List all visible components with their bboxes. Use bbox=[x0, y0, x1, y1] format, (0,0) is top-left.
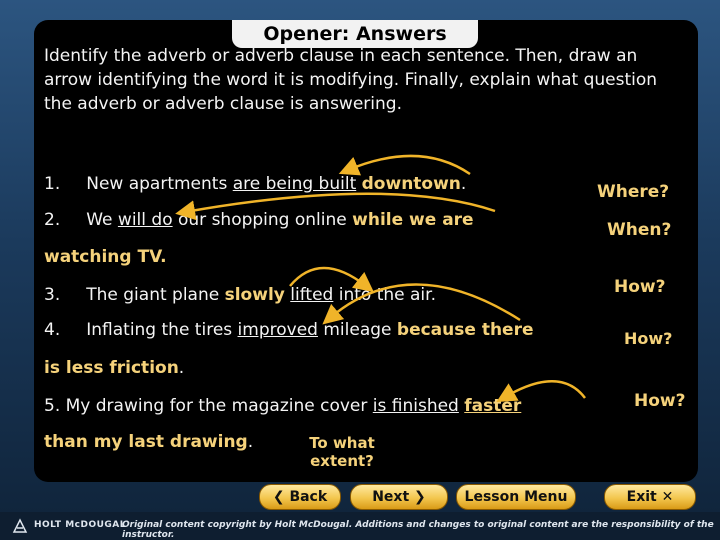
sentence-number: 4. bbox=[44, 320, 61, 340]
sentence-2-cont bbox=[44, 247, 167, 267]
question-answer-2: When? bbox=[607, 220, 672, 240]
sentence-2 bbox=[44, 210, 474, 230]
lesson-menu-label: Lesson Menu bbox=[464, 489, 568, 505]
sentence-text: our shopping online bbox=[172, 210, 353, 230]
sentence-text: into the air. bbox=[333, 285, 436, 305]
sentence-text: mileage bbox=[317, 320, 397, 340]
sentence-3 bbox=[44, 285, 436, 305]
modified-word: is finished bbox=[372, 396, 459, 416]
adverb: than my last drawing bbox=[44, 432, 248, 452]
sentence-4-cont bbox=[44, 358, 184, 378]
modified-word: improved bbox=[237, 320, 318, 340]
sentence-number: 2. bbox=[44, 210, 61, 230]
question-answer-5: How? bbox=[634, 391, 686, 411]
sentence-text: The giant plane bbox=[86, 285, 225, 305]
sentence-text: . bbox=[178, 358, 185, 378]
copyright-text: Original content copyright by Holt McDougal. Additions and changes to original content are the responsibility of the instructor. bbox=[122, 520, 714, 540]
sentence-text: My drawing for the magazine cover bbox=[60, 396, 373, 416]
exit-label: Exit bbox=[626, 489, 657, 505]
lesson-menu-button[interactable] bbox=[456, 484, 576, 510]
modified-word: will do bbox=[117, 210, 173, 230]
modified-word: are being built bbox=[232, 174, 357, 194]
next-button[interactable] bbox=[350, 484, 448, 510]
sentence-number: 1. bbox=[44, 174, 61, 194]
sentence-1 bbox=[44, 174, 466, 194]
adverb: watching TV bbox=[44, 247, 161, 267]
sentence-text: Inflating the tires bbox=[86, 320, 238, 340]
question-answer-5b: To what extent? bbox=[309, 434, 375, 470]
chevron-left-icon: ❮ bbox=[272, 489, 285, 505]
question-answer-1: Where? bbox=[597, 182, 670, 202]
sentence-text: . bbox=[247, 432, 254, 452]
back-button[interactable] bbox=[259, 484, 341, 510]
sentence-text: . bbox=[160, 247, 167, 267]
sentence-5 bbox=[44, 396, 521, 416]
page-title: Opener: Answers bbox=[263, 23, 447, 45]
adverb: while we are bbox=[352, 210, 474, 230]
adverb: is less friction bbox=[44, 358, 179, 378]
next-label: Next bbox=[372, 489, 410, 505]
instructions-text: Identify the adverb or adverb clause in each sentence. Then, draw an arrow identifying the word it is modifying. Finally, explain what question the adverb or adverb clause is answering. bbox=[44, 46, 658, 114]
sentence-text: We bbox=[86, 210, 118, 230]
sentence-5-cont bbox=[44, 432, 253, 452]
modified-word: lifted bbox=[290, 285, 334, 305]
sentence-4 bbox=[44, 320, 534, 340]
close-icon: ✕ bbox=[661, 489, 674, 505]
adverb: downtown bbox=[361, 174, 461, 194]
sentence-text: New apartments bbox=[86, 174, 233, 194]
adverb: because there bbox=[396, 320, 534, 340]
sentence-number: 5. bbox=[44, 396, 61, 416]
footer-bar bbox=[0, 512, 720, 540]
exit-button[interactable] bbox=[604, 484, 696, 510]
publisher-logo-icon bbox=[12, 518, 28, 534]
back-label: Back bbox=[289, 489, 328, 505]
question-answer-3: How? bbox=[614, 277, 666, 297]
publisher-brand: HOLT McDOUGAL bbox=[34, 520, 127, 530]
adverb: faster bbox=[464, 396, 522, 416]
chevron-right-icon: ❯ bbox=[414, 489, 426, 505]
sentence-text: . bbox=[460, 174, 467, 194]
question-answer-4: How? bbox=[624, 329, 673, 348]
adverb: slowly bbox=[224, 285, 285, 305]
sentence-number: 3. bbox=[44, 285, 61, 305]
